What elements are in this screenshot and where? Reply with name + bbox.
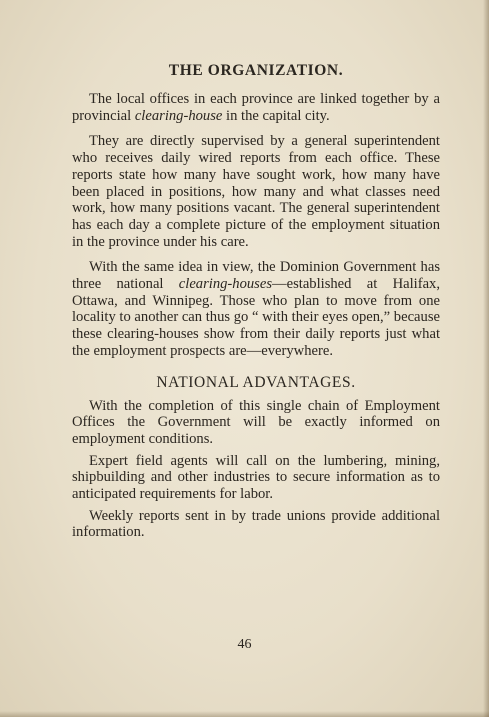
italic-term: clearing-house (134, 107, 223, 124)
page-edge-shadow (483, 0, 489, 717)
paragraph-clearing-house: The local offices in each province are linked together by a provincial clearing-house in the capital city. (72, 91, 440, 124)
page-content (72, 62, 440, 550)
page-bottom-shadow (0, 711, 489, 717)
heading-the-organization: THE ORGANIZATION. (168, 62, 344, 79)
paragraph-dominion-government: With the same idea in view, the Dominion Government has three national clearing-houses—established at Halifax, Ottawa, and Winnipeg. Those who plan to move from one locality to another can thus go “ with their eyes open,” because these clearing-houses show from their daily reports just what the employment prospects are—everywhere. (72, 259, 440, 359)
paragraph-trade-unions: Weekly reports sent in by trade unions provide additional information. (72, 507, 440, 541)
paragraph-employment-offices: With the completion of this single chain of Employment Offices the Government will be exactly informed on employment conditions. (72, 397, 440, 447)
heading-national-advantages: NATIONAL ADVANTAGES. (156, 373, 356, 391)
paragraph-field-agents: Expert field agents will call on the lumbering, mining, shipbuilding and other industries to secure information as to anticipated requirements for labor. (72, 452, 440, 503)
paragraph-superintendent: They are directly supervised by a general superintendent who receives daily wired reports from each office. These reports state how many have sought work, how many have been placed in positions, how many and what classes need work, how many positions vacant. The general superintendent has each day a complete picture of the employment situation in the province under his care. (72, 133, 440, 250)
italic-term: clearing-houses (178, 276, 273, 293)
page-number: 46 (237, 637, 252, 652)
